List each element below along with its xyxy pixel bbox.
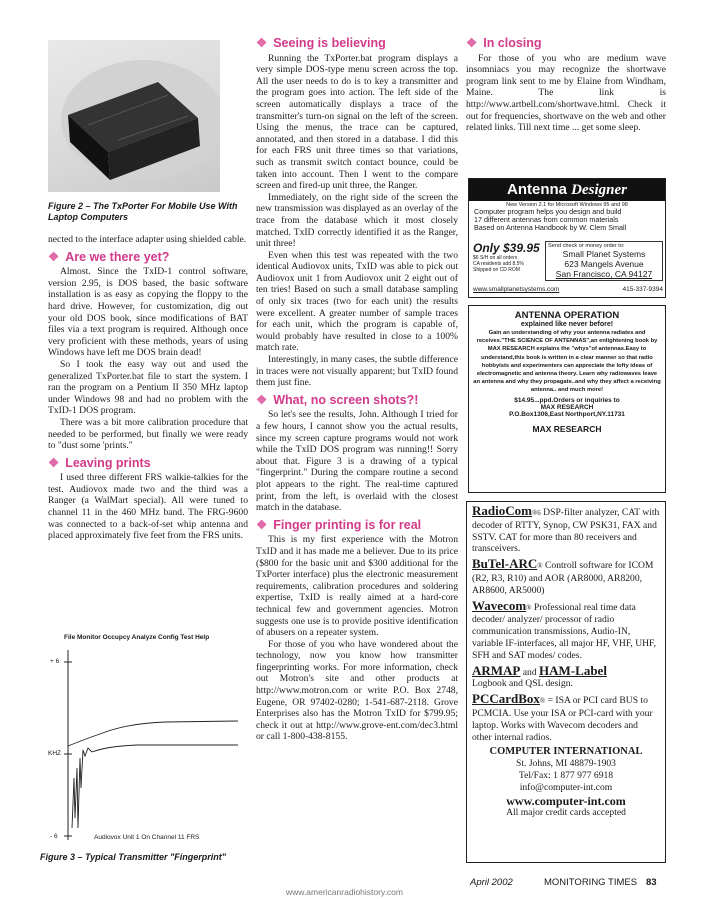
ad-contact (473, 286, 663, 293)
ad-telephone: Tel/Fax: 1 877 977 6918 (518, 769, 614, 781)
footer-page: 83 (646, 877, 657, 888)
figure-3-minus6: - 6 (50, 833, 58, 840)
heading-in-closing: ❖ In closing (466, 36, 542, 50)
paragraph: So let's see the results, John. Although I tried for a few hours, I cannot show you the actual results, since my screen capture programs would not work while the TxID DOS program was running!! Sorry about that. Figure 3 is a drawing of a typical "fingerprint." During the compare routine a second plot appears to the right. The real-time captured print, from the left, is overlaid with the closest match in the database. (256, 409, 458, 514)
ad-order: Send check or money order to: (548, 243, 625, 249)
diamond-icon: ❖ (256, 517, 268, 532)
ad-price: $14.95...ppd.Orders or inquiries to (514, 396, 620, 404)
ad-computer-international (466, 501, 666, 863)
paragraph: For those of you who have wondered about the technology, now you know how transmitter fingerprinting works. For more information, check out Motron's site and other products at http://www.motron.com or write P.O. Box 2748, Eugene, OR 97402-0280; 1-541-687-2118. Grove Enterprises also has the Motron TxID for $799.95; check it out at http://www.grove-ent.com/dec3.html or call 1-800-438-8155. (256, 638, 458, 743)
figure-2-caption: Figure 2 – The TxPorter For Mobile Use With Laptop Computers (48, 201, 238, 222)
ad-price: Only $39.95 (473, 241, 540, 255)
ad-credit-cards: All major credit cards accepted (506, 807, 626, 819)
intro-paragraph: nected to the interface adapter using shielded cable. (48, 234, 247, 245)
fingerprint-trace (48, 628, 248, 850)
figure-3 (48, 628, 248, 850)
diamond-icon: ❖ (256, 36, 268, 50)
paragraph: This is my first experience with the Motron TxID and it has made me a believer. Due to its price ($800 for the basic unit and $300 additional for the TxPorter interface) plus the electronic measurement requirements, calibration procedures and soldering expertise, TxID is really aimed at a hard-core technical few and government agencies. Motron suggests one use is to provide positive identification of abusers on a repeater system. (256, 534, 458, 639)
paragraph: Immediately, on the right side of the screen the new transmission was displayed as an overlay of the trace from the database which it most closely matched. TxID correctly identified it as the Ranger, unit three! (256, 191, 458, 250)
paragraph: So I took the easy way out and used the generalized TxPorter.bat file to start the system. I ran the program on a Pentium II 350 MHz laptop under Windows 98 and had no problem with the TxID-1 DOS program. (48, 358, 248, 417)
diamond-icon: ❖ (48, 249, 60, 264)
ad-street: 623 Mangels Avenue (564, 259, 644, 269)
ad-body: Gain an understanding of why your antenna radiates and receives."THE SCIENCE OF ANTENNAS",an enlightening book by MAX RESEARCH explains the "whys"of antennas.Easy to understand,this book is written in a clear manner so that radio hobbyists and experimenters can appreciate the lofty ideas of electromagnetic and antenna theory. Learn why radiowaves leave an antenna and why they propagate..and why they affect a receiving antenna.. and much more! (473, 330, 661, 394)
ad-website[interactable]: www.smallplanetsystems.com (473, 286, 560, 293)
ad-address: St. Johns, MI 48879-1903 (516, 758, 616, 770)
figure-3-khz: KHZ (48, 750, 61, 757)
footer-watermark: www.americanradiohistory.com (286, 887, 403, 897)
ad-subtitle: explained like never before! (520, 321, 614, 328)
heading-no-screen-shots: ❖ What, no screen shots?! (256, 392, 419, 407)
heading-are-we-there-yet: ❖ Are we there yet? (48, 249, 170, 264)
paragraph: Running the TxPorter.bat program displays a very simple DOS-type menu screen across the top. All the user needs to do is to key a transmitter and the program goes into action. The left side of the screen automatically displays a trace of the transmitter's turn-on signal on the left of the screen. Using the menus, the trace can be captured, annotated, and then stored in a database. I did this for each FRS unit three times so that variations, such as transmit switch contact bounce, could be taken into account. Then I went to the compare screen and fired-up unit three, the Ranger. (256, 52, 458, 192)
ad-price-block (473, 241, 543, 273)
ad-company: MAX RESEARCH (540, 403, 594, 411)
paragraph: Almost. Since the TxID-1 control software, version 2.95, is DOS based, the basic software installation is as easy as copying the floppy to the hard drive. However, for customization, dig out your old DOS book, since modifications of BAT files via a text program is required. Although once very proficient with these methods, years of using Windows have left me DOS brain dead! (48, 266, 248, 359)
ad-wavecom: Wavecom® Professional real time data decoder/ analyzer/ processor of radio communication transmissions, Audio-IN, variable IF-interfaces, all major HF, VHF, UHF, SFH and SAT modes/ codes. (472, 597, 657, 661)
paragraph: There was a bit more calibration procedure that needed to be performed, but finally we were ready to "dust some 'prints." (48, 416, 248, 452)
ad-phone: 415-337-9394 (622, 286, 663, 293)
ad-order-box (545, 241, 663, 281)
ad-company: Small Planet Systems (562, 249, 646, 259)
column-1-text (48, 234, 248, 542)
footer-magazine: MONITORING TIMES (544, 877, 638, 888)
ad-title: ANTENNA OPERATION (514, 310, 620, 321)
ad-website[interactable]: www.computer-int.com (506, 793, 626, 808)
column-3-text (466, 38, 666, 134)
heading-leaving-prints: ❖ Leaving prints (48, 455, 151, 470)
ad-version: New Version 2.1 for Microsoft Windows 95 and 98 (506, 202, 628, 208)
ad-shipping: $6 S/H on all orders (473, 255, 518, 261)
heading-seeing-is-believing: ❖ Seeing is believing (256, 36, 386, 50)
ad-shipping: Shipped on CD ROM (473, 267, 520, 273)
ad-email[interactable]: info@computer-int.com (519, 781, 613, 793)
paragraph: Interestingly, in many cases, the subtle difference in traces were not visually apparent; but TxID found them just fine. (256, 354, 458, 389)
ad-armap: ARMAP and HAM-Label Logbook and QSL design. (472, 665, 660, 691)
ad-antenna-designer (468, 178, 666, 298)
ad-footer: MAX RESEARCH (532, 423, 602, 434)
footer-date: April 2002 (470, 877, 513, 888)
ad-city: San Francisco, CA 94127 (555, 269, 653, 279)
column-2-text (256, 38, 458, 743)
ad-desc: 17 different antennas from common materials (474, 215, 619, 225)
ad-butel: BuTel-ARC® Controll software for ICOM (R2, R3, R10) and AOR (AR8000, AR8200, AR8600, AR5000) (472, 556, 654, 596)
ad-title-bar: Antenna Designer (469, 179, 665, 201)
figure-3-label: Audiovox Unit 1 On Channel 11 FRS (94, 834, 200, 841)
ad-desc: Computer program helps you design and build (474, 207, 622, 216)
paragraph: For those of you who are medium wave insomniacs you may recognize the shortwave program link sent to me by Elaine from Windham, Maine. The link is http://www.artbell.com/shortwave.html. Check it out for frequencies, shortwave on the web and other related links. Till next time ... get some sleep. (466, 52, 666, 134)
figure-3-menu: File Monitor Occupcy Analyze Config Test Help (64, 634, 210, 641)
ad-company: COMPUTER INTERNATIONAL (489, 746, 643, 758)
heading-finger-printing: ❖ Finger printing is for real (256, 517, 422, 532)
paragraph: Even when this test was repeated with the two identical Audiovox units, TxID was able to pick out Audiovox unit 1 from Audiovox unit 2 eight out of ten tries! Based on such a small database sampling of only six traces (two for each unit) the results were excellent. A greater number of sample traces for each unit, which the program is capable of, would probably have resulted in close to a 100% match rate. (256, 249, 458, 354)
ad-antenna-operation (468, 305, 666, 493)
ad-desc: Based on Antenna Handbook by W. Clem Small (474, 223, 627, 233)
figure-3-plus6: + 6 (50, 658, 60, 665)
figure-3-caption: Figure 3 – Typical Transmitter "Fingerprint" (40, 852, 227, 862)
ad-pccardbox: PCCardBox® = ISA or PCI card BUS to PCMCIA. Use your ISA or PCI-card with your laptop. Works with Wavecom decoders and other internal radios. (472, 691, 653, 743)
diamond-icon: ❖ (48, 455, 60, 470)
paragraph: I used three different FRS walkie-talkies for the test. Audiovox made two and the third was a Ranger (a WalMart special). All were tuned to channel 11 in the 460 MHz band. The FRG-9600 was connected to a back-of-set whip antenna and placed approximately five feet from the FRS units. (48, 472, 248, 542)
ad-address: P.O.Box1306,East Northport,NY.11731 (509, 410, 625, 418)
diamond-icon: ❖ (466, 36, 478, 50)
ad-radiocom: RadioCom®6 DSP-filter analyzer, CAT with decoder of RTTY, Synop, CW PSK31, FAX and SSTV. CAT for more than 80 receivers and transceivers. (472, 503, 660, 555)
ad-shipping: CA residents add 8.5% (473, 261, 524, 267)
ad-contact-block (472, 746, 660, 819)
diamond-icon: ❖ (256, 392, 268, 407)
figure-2-photo (48, 40, 220, 192)
ad-armap-text: Logbook and QSL design. (472, 678, 573, 690)
